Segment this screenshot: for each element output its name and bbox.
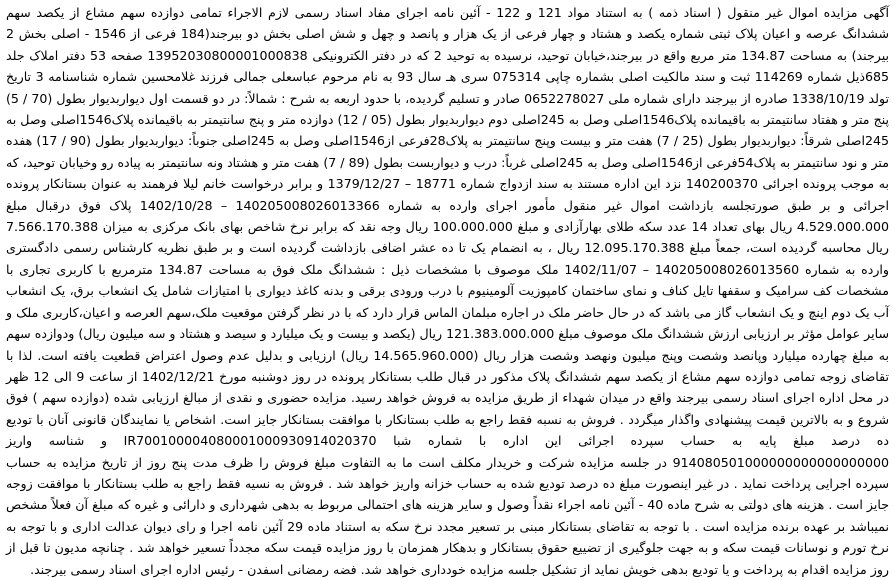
auction-notice-text: آگهی مزایده اموال غیر منقول ( اسناد ذمه ) به استناد مواد 121 و 122 - آئین نامه اجرای مفاد اسناد رسمی لازم الاجراء تمامی دوازده سهم مشاع از یکصد سهم ششدانگ عرصه و اعیان پلاک ثبتی شماره یکصد و هشتاد و چهار فرعی از یک هزار و پانصد و چهل و شش اصلی بخش دو بیرجند(184 فرعی از 1546 - اصلی بخش 2 بیرجند) به مساحت 134.87 متر مربع واقع در بیرجند،خیابان توحید، نرسیده به توحید 2 که در دفتر الکترونیکی 13952030800001000838 صفحه 53 دفتر املاک جلد 685ذیل شماره 114269 ثبت و سند مالکیت اصلی بشماره چاپی 075314 سری هـ سال 93 به نام مرحوم عباسعلی جمالی فرزند غلامحسین شماره شناسنامه 3 تاریخ تولد 1338/10/19 صادره از بیرجند دارای شماره ملی 0652278027 صادر و تسلیم گردیده، با حدود اربعه به شرح : شمالاً: در دو قسمت اول دیواربدیوار بطول (70 / 5) پنج متر و هفتاد سانتیمتر به باقیمانده پلاک1546اصلی وصل به 245اصلی دوم دیواربدیوار بطول (05 / 12) دوازده متر و پنج سانتیمتر به باقیمانده پلاک1546اصلی وصل به 245اصلی شرقاً: دیواربدیوار بطول (25 / 7) هفت متر و بیست وپنج سانتیمتر به پلاک28فرعی از1546اصلی وصل به 245اصلی جنوباً: دیواربدیوار بطول (90 / 17) هفده متر و نود سانتیمتر به پلاک54فرعی از1546اصلی وصل به 245اصلی غرباً: درب و دیواربست بطول (89 / 7) هفت متر و هشتاد ونه سانتیمتر به پیاده رو وخیابان توحید، که به موجب پرونده اجرائی 140200370 نزد این اداره مستند به سند ازدواج شماره 18771 – 1379/12/27 و برابر درخواست خانم لیلا فرهمند به عنوان بستانکار پرونده اجرائی و بر طبق صورتجلسه بازداشت اموال غیر منقول مأمور اجرای وارده به شماره 140205008026013366 – 1402/10/28 پلاک فوق درقبال مبلغ 4.529.000.000 ریال بهای تعداد 14 عدد سکه طلای بهارآزادی و مبلغ 100.000.000 ریال وجه نقد که برابر نرخ شاخص بهای بانک مرکزی به میزان 7.566.170.388 ریال محاسبه گردیده است، جمعاً مبلغ 12.095.170.388 ریال ، به انضمام یک تا ده عشر اضافی بازداشت گردیده است و بر طبق نظریه کارشناس رسمی دادگستری وارده به شماره 140205008026013560 – 1402/11/07 ملک موصوف با مشخصات ذیل : ششدانگ ملک فوق به مساحت 134.87 مترمربع با کاربری تجاری با مشخصات کف سرامیک و سقفها تایل کناف و نمای ساختمان کامپوزیت آلومینیوم با درب ورودی برقی و بدنه کاغذ دیواری با امتیازات شامل یک انشعاب برق، یک انشعاب آب یک دوم اینچ و یک انشعاب گاز می باشد که در حال حاضر ملک در اجاره مبلمان الماس قرار دارد که با در نظر گرفتن موقعیت ملک،سهم العرصه و اعیان،کاربری ملک و سایر عوامل مؤثر بر ارزیابی ارزش ششدانگ ملک موصوف مبلغ 121.383.000.000 ریال (یکصد و بیست و یک میلیارد و سیصد و هشتاد و سه میلیون ریال) ودوازده سهم به مبلغ چهارده میلیارد وپانصد وشصت وپنج میلیون ونهصد وشصت هزار ریال (14.565.960.000 ریال) ارزیابی و بدلیل عدم وصول اعتراض قطعیت یافته است. لذا با تقاضای زوجه تمامی دوازده سهم مشاع از یکصد سهم ششدانگ پلاک مذکور در قبال طلب بستانکار پرونده در روز دوشنبه مورخ 1402/12/21 از ساعت 9 الی 12 ظهر در محل اداره اجرای اسناد رسمی بیرجند واقع در میدان شهداء از طریق مزایده به فروش خواهد رسید. مزایده حضوری و نقدی از مبالغ ارزیابی شده (دوازده سهم ) فوق شروع و به بالاترین قیمت پیشنهادی واگذار میگردد . فروش به نسبه فقط راجع به طلب بستانکار با موافقت بستانکار جایز است. اشخاص یا نمایندگان قانونی آنان با تودیع ده درصد مبلغ پایه به حساب سپرده اجرائی این اداره با شماره شبا IR700100004080001000930914020370 و شناسه واریز 914080501000000000000000000 در جلسه مزایده شرکت و خریدار مکلف است ما به التفاوت مبلغ فروش را ظرف مدت پنج روز از تاریخ مزایده به حساب سپرده اجرایی پرداخت نماید . در غیر اینصورت مبلغ ده درصد تودیع شده به حساب خزانه واریز خواهد شد . فروش به نسیه فقط راجع به طلب بستانکار با موافقت زوجه جایز است . هزینه های دولتی به شرح ماده 40 - آئین نامه اجراء نقداً وصول و سایر هزینه های احتمالی مربوط به بدهی شهرداری و دارائی و غیره که مبلغ آن فعلاً مشخص نمیباشد بر عهده برنده مزایده است . با توجه به تقاضای بستانکار مبنی بر تسعیر مجدد نرخ سکه به استناد ماده 29 آئین نامه اجرا و رای دیوان عدالت اداری و با توجه به نرخ تورم و نوسانات قیمت سکه و به جهت جلوگیری از تضییع حقوق بستانکار و بدهکار همزمان با روز مزایده قیمت سکه مجدداً تسعیر خواهد شد . چنانچه مدیون تا قبل از روز مزایده اقدام به پرداخت و یا تودیع بدهی خویش نماید از تشکیل جلسه مزایده خودداری خواهد شد. فضه رمضانی اسفدن - رئیس اداره اجرای اسناد رسمی بیرجند. (6, 5, 890, 577)
